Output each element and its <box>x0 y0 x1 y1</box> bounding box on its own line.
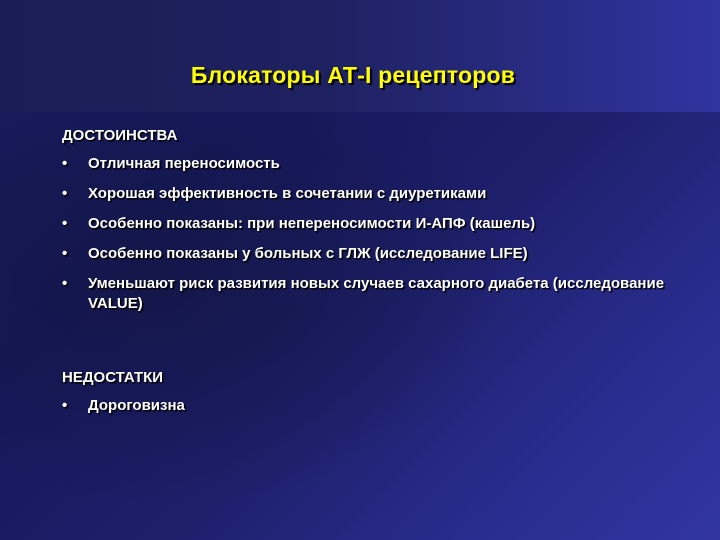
advantage-item-text: Особенно показаны у больных с ГЛЖ (исследование LIFE) <box>88 245 528 262</box>
bullet-icon: • <box>62 185 68 202</box>
advantage-item-text: Уменьшают риск развития новых случаев сахарного диабета (исследование VALUE) <box>88 275 665 312</box>
slide-content <box>62 126 682 426</box>
title-band <box>0 0 720 112</box>
advantages-heading: ДОСТОИНСТВА <box>62 127 178 144</box>
advantage-item-text: Хорошая эффективность в сочетании с диуретиками <box>88 185 487 202</box>
disadvantage-item <box>62 396 682 416</box>
advantage-item <box>62 154 682 174</box>
bullet-icon: • <box>62 275 68 292</box>
advantage-item <box>62 184 682 204</box>
section-spacer <box>62 324 682 368</box>
advantage-item-text: Особенно показаны: при непереносимости И-АПФ (кашель) <box>88 215 536 232</box>
bullet-icon: • <box>62 155 68 172</box>
advantage-item-text: Отличная переносимость <box>88 155 280 172</box>
slide-title: Блокаторы АТ-I рецепторов <box>190 62 516 88</box>
advantage-item <box>62 214 682 234</box>
advantage-item <box>62 274 682 314</box>
bullet-icon: • <box>62 245 68 262</box>
bullet-icon: • <box>62 215 68 232</box>
advantages-list <box>62 154 682 314</box>
bullet-icon: • <box>62 397 68 414</box>
disadvantages-heading: НЕДОСТАТКИ <box>62 369 164 386</box>
disadvantage-item-text: Дороговизна <box>88 397 185 414</box>
disadvantages-list <box>62 396 682 416</box>
advantage-item <box>62 244 682 264</box>
